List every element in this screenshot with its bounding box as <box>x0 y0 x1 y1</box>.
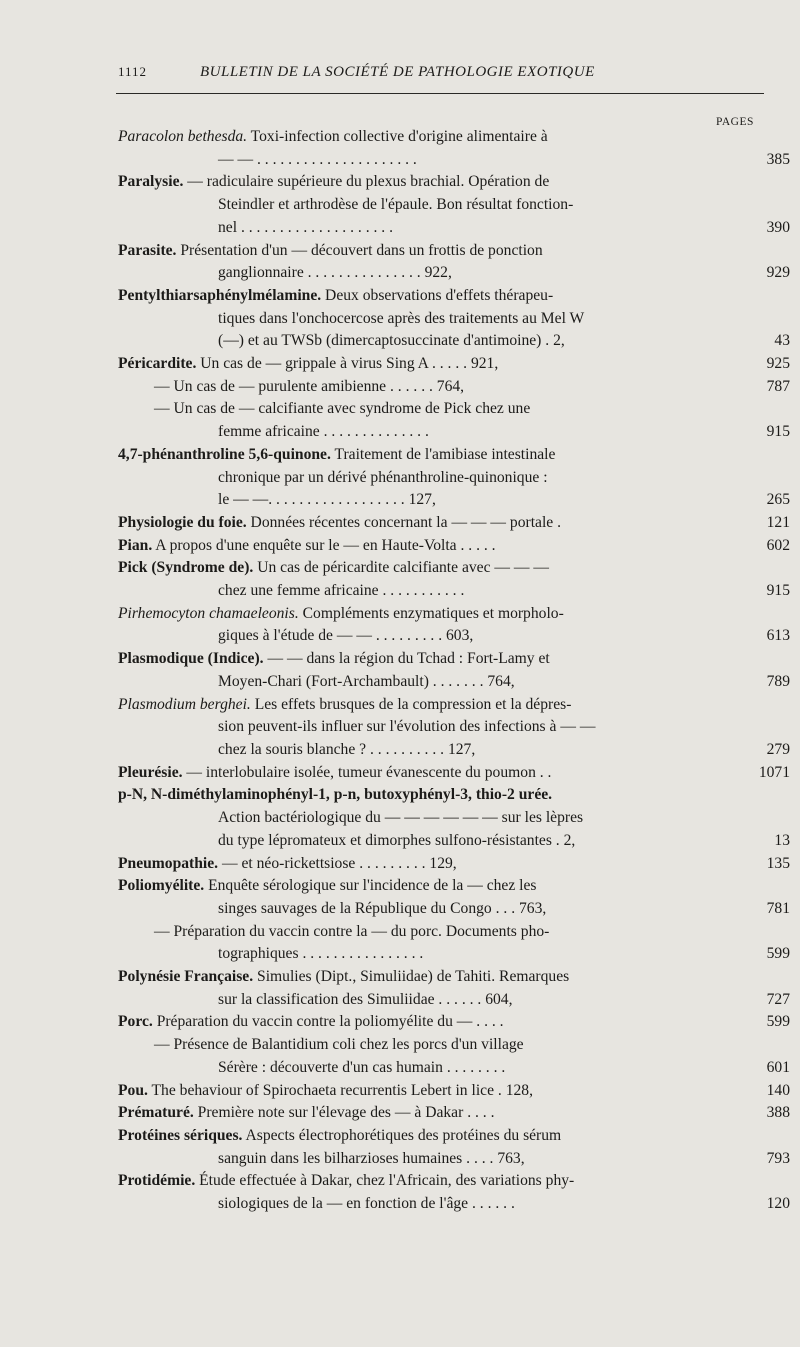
index-line <box>118 398 696 421</box>
page-ref: 793 <box>766 1149 790 1167</box>
index-line <box>118 217 790 240</box>
index-line <box>118 716 696 739</box>
index-line-text: singes sauvages de la République du Congo . . . 763, <box>218 899 547 917</box>
index-line-text: — Un cas de — calcifiante avec syndrome de Pick chez une <box>154 400 531 418</box>
index-line-text <box>118 784 696 807</box>
index-line-text: chez une femme africaine . . . . . . . . . . . <box>218 582 465 600</box>
index-line <box>118 943 790 966</box>
page-ref: 789 <box>766 672 790 690</box>
index-line-text: — Présence de Balantidium coli chez les porcs d'un village <box>154 1036 524 1054</box>
index-line-text: Prématuré. Première note sur l'élevage des — à Dakar . . . . <box>118 1104 495 1122</box>
index-line <box>118 1148 790 1171</box>
index-line-text: Sérère : découverte d'un cas humain . . . . . . . . <box>218 1058 506 1076</box>
index-line <box>118 739 790 762</box>
index-line-text: Plasmodium berghei. Les effets brusques de la compression et la dépres- <box>118 695 572 713</box>
index-line-text: Péricardite. Un cas de — grippale à virus Sing A . . . . . 921, <box>118 355 499 373</box>
index-line <box>118 580 790 603</box>
index-line-text: tiques dans l'onchocercose après des traitements au Mel W <box>218 309 585 327</box>
index-line <box>118 898 790 921</box>
index-keyword: Poliomyélite. <box>118 877 205 895</box>
pages-column-label: PAGES <box>716 116 754 128</box>
index-keyword: Polynésie Française. <box>118 968 254 986</box>
index-keyword: Pentylthiarsaphénylmélamine. <box>118 286 322 304</box>
index-keyword: Porc. <box>118 1013 153 1031</box>
index-line-text: sur la classification des Simuliidae . . . . . . 604, <box>218 990 513 1008</box>
index-line <box>118 1193 790 1216</box>
index-line <box>118 376 790 399</box>
page-ref: 1071 <box>758 763 790 781</box>
index-line <box>118 603 696 626</box>
page-ref: 135 <box>766 854 790 872</box>
index-line-text: siologiques de la — en fonction de l'âge . . . . . . <box>218 1195 515 1213</box>
index-line-text: ganglionnaire . . . . . . . . . . . . . . . 922, <box>218 264 452 282</box>
index-line-text: Pentylthiarsaphénylmélamine. Deux observations d'effets thérapeu- <box>118 286 554 304</box>
index-line-text: sanguin dans les bilharzioses humaines . . . . 763, <box>218 1149 525 1167</box>
index-line-text: Protidémie. Étude effectuée à Dakar, chez l'Africain, des variations phy- <box>118 1172 575 1190</box>
page-ref: 120 <box>766 1195 790 1213</box>
index-keyword: Péricardite. <box>118 355 197 373</box>
index-line <box>118 875 696 898</box>
index-line-text: Poliomyélite. Enquête sérologique sur l'incidence de la — chez les <box>118 877 537 895</box>
index-line <box>118 330 790 353</box>
page-ref: 915 <box>766 582 790 600</box>
index-list <box>118 126 790 1216</box>
index-line-text: Steindler et arthrodèse de l'épaule. Bon résultat fonction- <box>218 196 574 214</box>
index-line <box>118 421 790 444</box>
page-ref: 915 <box>766 423 790 441</box>
index-line-text: sion peuvent-ils influer sur l'évolution des infections à — — <box>218 718 596 736</box>
index-line <box>118 648 696 671</box>
page-ref: 599 <box>766 945 790 963</box>
index-line <box>118 444 696 467</box>
running-title: BULLETIN DE LA SOCIÉTÉ DE PATHOLOGIE EXOTIQUE <box>200 64 595 80</box>
index-keyword: Plasmodium berghei. <box>118 695 251 713</box>
index-line-text: Parasite. Présentation d'un — découvert dans un frottis de ponction <box>118 241 543 259</box>
index-line-text: — Préparation du vaccin contre la — du porc. Documents pho- <box>154 922 550 940</box>
index-line-text: Plasmodique (Indice). — — dans la région du Tchad : Fort-Lamy et <box>118 650 550 668</box>
index-line <box>118 535 790 558</box>
index-keyword: Plasmodique (Indice). <box>118 650 264 668</box>
index-line-text: femme africaine . . . . . . . . . . . . . . <box>218 423 429 441</box>
index-line <box>118 126 696 149</box>
index-line <box>118 467 696 490</box>
page-ref: 727 <box>766 990 790 1008</box>
index-line-text: Pleurésie. — interlobulaire isolée, tumeur évanescente du poumon . . <box>118 763 552 781</box>
index-line <box>118 1011 790 1034</box>
index-line-text: Porc. Préparation du vaccin contre la poliomyélite du — . . . . <box>118 1013 504 1031</box>
index-line-text: Pneumopathie. — et néo-rickettsiose . . . . . . . . . 129, <box>118 854 457 872</box>
index-line-text: Pick (Syndrome de). Un cas de péricardite calcifiante avec — — — <box>118 559 549 577</box>
page-ref: 781 <box>766 899 790 917</box>
header-rule <box>116 93 764 94</box>
index-line-text: nel . . . . . . . . . . . . . . . . . . . . <box>218 218 393 236</box>
index-keyword: Pirhemocyton chamaeleonis. <box>118 604 299 622</box>
index-line <box>118 966 696 989</box>
index-line-text: — — . . . . . . . . . . . . . . . . . . . . . <box>218 150 417 168</box>
page-ref: 613 <box>766 627 790 645</box>
index-keyword: Physiologie du foie. <box>118 513 247 531</box>
page-ref: 265 <box>766 491 790 509</box>
page-ref: 601 <box>766 1058 790 1076</box>
index-line-text: Pou. The behaviour of Spirochaeta recurrentis Lebert in lice . 128, <box>118 1081 533 1099</box>
page-ref: 787 <box>766 377 790 395</box>
index-line-text: 4,7-phénanthroline 5,6-quinone. Traitement de l'amibiase intestinale <box>118 445 556 463</box>
index-line <box>118 149 790 172</box>
index-line <box>118 1034 696 1057</box>
index-line <box>118 262 790 285</box>
index-keyword: Protidémie. <box>118 1172 196 1190</box>
page-ref: 599 <box>766 1013 790 1031</box>
index-line-text: Paralysie. — radiculaire supérieure du plexus brachial. Opération de <box>118 173 550 191</box>
index-line <box>118 1057 790 1080</box>
index-line <box>118 1170 696 1193</box>
index-line-text: Paracolon bethesda. Toxi-infection collective d'origine alimentaire à <box>118 128 548 145</box>
index-line-text: tographiques . . . . . . . . . . . . . . . . <box>218 945 424 963</box>
index-line-text: chronique par un dérivé phénanthroline-quinonique : <box>218 468 548 486</box>
page-ref: 385 <box>766 150 790 168</box>
page-ref: 929 <box>766 264 790 282</box>
index-line <box>118 830 790 853</box>
index-line <box>118 853 790 876</box>
index-line <box>118 807 696 830</box>
index-line-text: Physiologie du foie. Données récentes concernant la — — — portale . <box>118 513 562 531</box>
index-line-text: Protéines sériques. Aspects électrophorétiques des protéines du sérum <box>118 1126 562 1144</box>
index-line <box>118 353 790 376</box>
index-line-text: giques à l'étude de — — . . . . . . . . . 603, <box>218 627 474 645</box>
index-keyword: Pick (Syndrome de). <box>118 559 254 577</box>
index-keyword: Paralysie. <box>118 173 184 191</box>
index-line-text: Polynésie Française. Simulies (Dipt., Simuliidae) de Tahiti. Remarques <box>118 968 570 986</box>
index-keyword: Prématuré. <box>118 1104 194 1122</box>
index-line-text: Moyen-Chari (Fort-Archambault) . . . . . . . 764, <box>218 672 515 690</box>
index-keyword: Protéines sériques. <box>118 1126 243 1144</box>
index-line <box>118 762 790 785</box>
index-line <box>118 240 696 263</box>
page-ref: 13 <box>774 831 790 849</box>
index-line <box>118 1080 790 1103</box>
index-keyword: Parasite. <box>118 241 177 259</box>
index-line-text: (—) et au TWSb (dimercaptosuccinate d'antimoine) . 2, <box>218 332 565 350</box>
index-line <box>118 512 790 535</box>
index-keyword: Pou. <box>118 1081 148 1099</box>
index-line <box>118 308 696 331</box>
index-line <box>118 989 790 1012</box>
index-line-text: Action bactériologique du — — — — — — sur les lèpres <box>218 809 584 827</box>
index-line <box>118 671 790 694</box>
index-keyword: Pneumopathie. <box>118 854 219 872</box>
index-line <box>118 171 696 194</box>
index-line-text: le — —. . . . . . . . . . . . . . . . . . 127, <box>218 491 436 509</box>
page-ref: 279 <box>766 740 790 758</box>
index-line <box>118 557 696 580</box>
index-line-text: Pirhemocyton chamaeleonis. Compléments enzymatiques et morpholo- <box>118 604 564 622</box>
index-keyword: Pleurésie. <box>118 763 183 781</box>
index-line-text: Pian. A propos d'une enquête sur le — en Haute-Volta . . . . . <box>118 536 496 554</box>
index-line-text: chez la souris blanche ? . . . . . . . . . . 127, <box>218 740 476 758</box>
page-ref: 43 <box>774 332 790 350</box>
index-line <box>118 1125 696 1148</box>
index-keyword: Pian. <box>118 536 153 554</box>
index-line <box>118 625 790 648</box>
index-line <box>118 194 696 217</box>
page-ref: 140 <box>766 1081 790 1099</box>
index-line <box>118 489 790 512</box>
page-ref: 121 <box>766 513 790 531</box>
index-line <box>118 784 696 807</box>
page-number: 1112 <box>118 64 148 79</box>
index-keyword: Paracolon bethesda. <box>118 128 248 145</box>
index-line <box>118 1102 790 1125</box>
index-line <box>118 694 696 717</box>
page-ref: 388 <box>766 1104 790 1122</box>
index-line-text: du type lépromateux et dimorphes sulfono-résistantes . 2, <box>218 831 576 849</box>
index-keyword: 4,7-phénanthroline 5,6-quinone. <box>118 445 331 463</box>
page-ref: 390 <box>766 218 790 236</box>
index-line <box>118 921 696 944</box>
index-keyword: p-N, N-diméthylaminophényl-1, p-n, butoxyphényl-3, thio-2 urée. <box>118 786 553 804</box>
index-line <box>118 285 696 308</box>
page-ref: 925 <box>766 355 790 373</box>
page-ref: 602 <box>766 536 790 554</box>
index-line-text: — Un cas de — purulente amibienne . . . . . . 764, <box>154 377 465 395</box>
